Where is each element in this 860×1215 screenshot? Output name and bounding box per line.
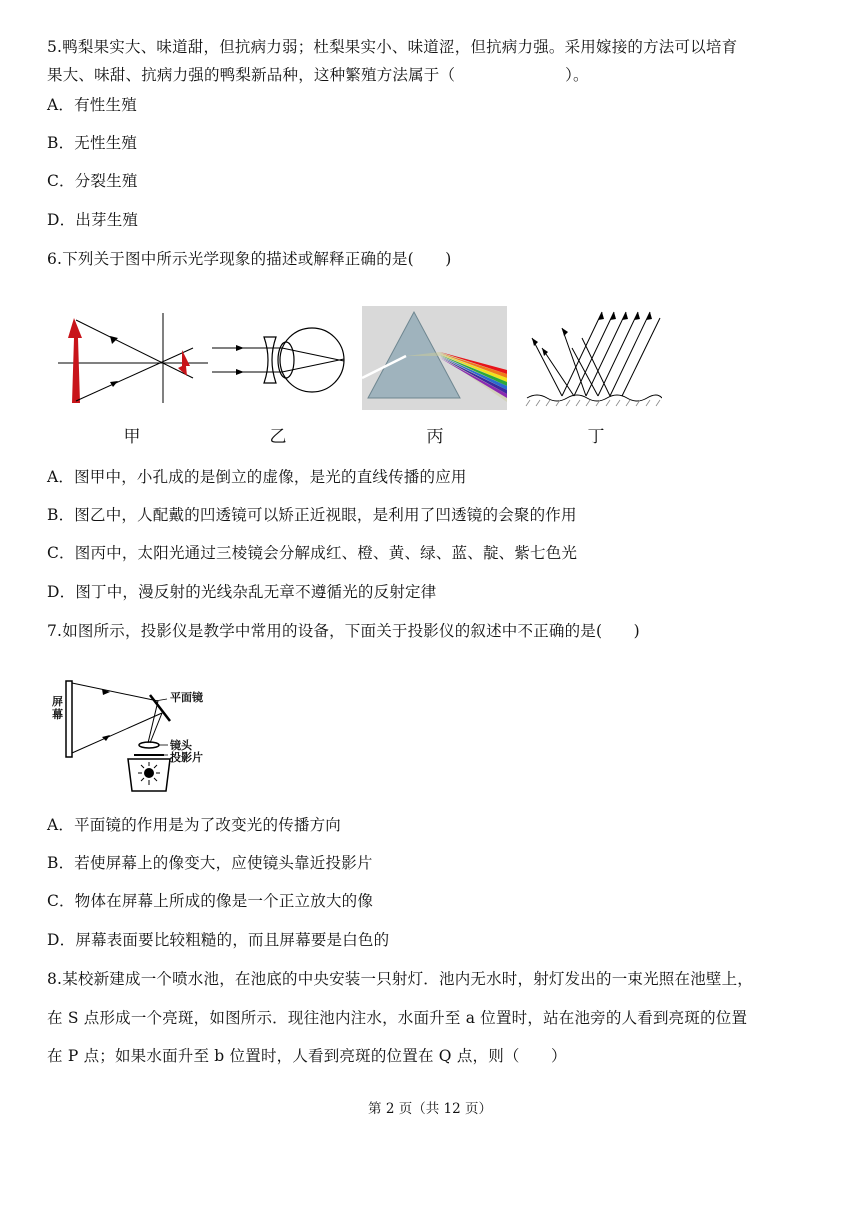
q5-stem-line1: 5.鸭梨果实大、味道甜，但抗病力弱；杜梨果实小、味道涩，但抗病力强。采用嫁接的方法可以培育	[47, 38, 738, 56]
q5-option-d: D．出芽生殖	[47, 211, 139, 229]
q6-option-c: C．图丙中，太阳光通过三棱镜会分解成红、橙、黄、绿、蓝、靛、紫七色光	[47, 544, 578, 562]
page-footer: 第 2 页（共 12 页）	[368, 1101, 492, 1117]
q5-option-a: A．有性生殖	[47, 96, 137, 114]
label-slide: 投影片	[170, 751, 203, 764]
q5-stem-line2: 果大、味甜、抗病力强的鸭梨新品种，这种繁殖方法属于（ ）。	[47, 66, 589, 84]
q6-option-d: D．图丁中，漫反射的光线杂乱无章不遵循光的反射定律	[47, 583, 437, 601]
caption-jia: 甲	[123, 427, 141, 447]
q7-option-d: D．屏幕表面要比较粗糙的，而且屏幕要是白色的	[47, 931, 390, 949]
q5-option-b: B．无性生殖	[47, 134, 138, 152]
q7-option-b: B．若使屏幕上的像变大，应使镜头靠近投影片	[47, 854, 373, 872]
q6-option-b: B．图乙中，人配戴的凹透镜可以矫正近视眼，是利用了凹透镜的会聚的作用	[47, 506, 577, 524]
label-lens: 镜头	[170, 739, 192, 752]
q5-option-c: C．分裂生殖	[47, 172, 138, 190]
figure-projector	[50, 673, 230, 795]
q8-stem-line1: 8.某校新建成一个喷水池，在池底的中央安装一只射灯．池内无水时，射灯发出的一束光照在池壁上，	[47, 970, 753, 988]
label-mirror: 平面镜	[170, 691, 203, 704]
q8-stem-line2: 在 S 点形成一个亮斑，如图所示．现往池内注水，水面升至 a 位置时，站在池旁的人看到亮斑的位置	[47, 1009, 748, 1027]
q7-option-c: C．物体在屏幕上所成的像是一个正立放大的像	[47, 892, 374, 910]
q7-stem: 7.如图所示，投影仪是教学中常用的设备，下面关于投影仪的叙述中不正确的是( )	[47, 622, 640, 640]
q8-stem-line3: 在 P 点；如果水面升至 b 位置时，人看到亮斑的位置在 Q 点，则（ ）	[47, 1047, 567, 1065]
caption-ding: 丁	[587, 427, 605, 447]
label-screen: 屏幕	[52, 695, 63, 721]
figure-eye-lens	[212, 315, 352, 405]
q6-option-a: A．图甲中，小孔成的是倒立的虚像，是光的直线传播的应用	[47, 468, 467, 486]
caption-bing: 丙	[426, 427, 444, 447]
caption-yi: 乙	[269, 427, 287, 447]
q6-stem: 6.下列关于图中所示光学现象的描述或解释正确的是( )	[47, 250, 452, 268]
figure-prism	[362, 306, 507, 410]
q7-option-a: A．平面镜的作用是为了改变光的传播方向	[47, 816, 341, 834]
figure-diffuse-reflection	[522, 308, 662, 408]
figure-pinhole	[58, 308, 208, 408]
